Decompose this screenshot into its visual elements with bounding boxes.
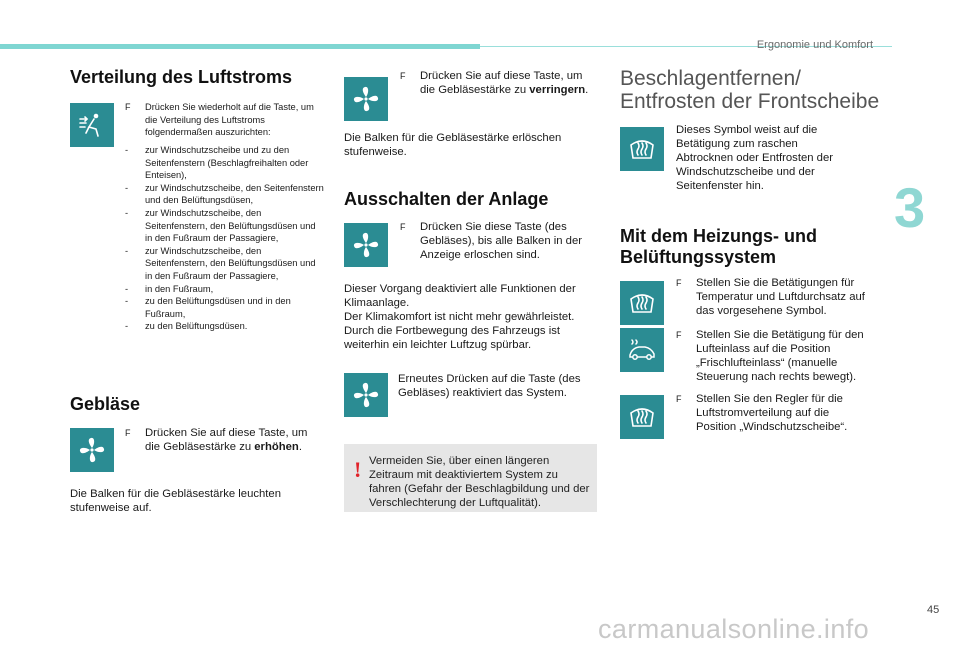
air-distribution-icon [70,103,114,147]
blower-increase-step [125,426,325,454]
windshield-defrost-icon [620,395,664,439]
chapter-number: 3 [894,176,926,239]
heading-heating: Mit dem Heizungs- und Belüftungssystem [620,226,817,267]
blower-decrease-text: Drücken Sie auf diese Taste, um die Gebläsestärke zu [420,70,583,96]
fresh-air-intake-icon [620,328,664,372]
step-marker: F [125,102,131,112]
blower-increase-text: Drücken Sie auf diese Taste, um die Gebläsestärke zu [145,427,308,453]
shutdown-step-text: Drücken Sie diese Taste (des Gebläses), bis alle Balken in der Anzeige erloschen sind. [420,221,583,261]
blower-decrease-bold: verringern [529,84,586,96]
shutdown-step [400,220,595,262]
heading-shutdown: Ausschalten der Anlage [344,189,549,209]
step-marker: F [400,222,406,232]
step-marker: F [676,278,682,288]
blower-increase-end: . [298,441,302,453]
warning-icon: ! [354,457,362,482]
shutdown-line: Dieser Vorgang deaktiviert alle Funktionen der Klimaanlage. [344,283,576,309]
warning-box [344,444,597,512]
list-item: - zu den Belüftungsdüsen und in den Fußraum, [125,295,325,320]
list-item: - zu den Belüftungsdüsen. [125,320,325,333]
distribution-instruction [125,101,325,139]
list-item: - zur Windschutzscheibe, den Seitenfenstern, den Belüftungsdüsen und in den Fußraum der Passagiere, [125,245,325,283]
shutdown-paragraph [344,282,596,352]
shutdown-line: Der Klimakomfort ist nicht mehr gewährleistet. [344,311,575,323]
top-accent-bar [0,44,480,49]
fan-icon [70,428,114,472]
windshield-defrost-icon [620,281,664,325]
step-marker: F [125,428,131,438]
heading-defrost: Beschlagentfernen/ Entfrosten der Frontscheibe [620,67,880,113]
header-title: Ergonomie und Komfort [756,39,873,51]
step-marker: F [676,394,682,404]
heating-step-3 [676,392,871,434]
shutdown-line: Durch die Fortbewegung des Fahrzeugs ist weiterhin ein leichter Luftzug spürbar. [344,325,561,351]
list-item: - zur Windschutzscheibe, den Seitenfenstern und den Belüftungsdüsen, [125,182,325,207]
warning-text: Vermeiden Sie, über einen längeren Zeitraum mit deaktiviertem System zu fahren (Gefahr der Beschlagbildung und der Verschlechterung der Luftqualität). [369,455,590,509]
list-item: - in den Fußraum, [125,283,325,296]
watermark-text: carmanualsonline.info [598,614,870,644]
blower-decrease-step [400,69,595,97]
defrost-description: Dieses Symbol weist auf die Betätigung zum raschen Abtrocknen oder Entfrosten der Windschutzscheibe und der Seitenfenster hin. [676,124,833,192]
heating-step-1 [676,276,871,318]
fan-icon [344,373,388,417]
step-marker: F [400,71,406,81]
step-marker: F [676,330,682,340]
heading-blower: Gebläse [70,394,141,414]
heating-step-text: Stellen Sie die Betätigungen für Temperatur und Luftdurchsatz auf das vorgesehene Symbol. [696,277,865,317]
reactivate-text: Erneutes Drücken auf die Taste (des Gebläses) reaktiviert das System. [398,373,581,399]
heating-step-text: Stellen Sie den Regler für die Luftstromverteilung auf die Position „Windschutzscheibe“. [696,393,848,433]
heading-distribution: Verteilung des Luftstroms [70,67,293,87]
fan-icon [344,77,388,121]
list-item: - zur Windschutzscheibe und zu den Seitenfenstern (Beschlagfreihalten oder Enteisen), [125,144,325,182]
windshield-defrost-icon [620,127,664,171]
distribution-intro: Drücken Sie wiederholt auf die Taste, um die Verteilung des Luftstroms folgendermaßen auszurichten: [145,102,314,138]
distribution-options-list [125,144,325,333]
list-item: - zur Windschutzscheibe, den Seitenfenstern, den Belüftungsdüsen und in den Fußraum der Passagiere, [125,207,325,245]
blower-decrease-note: Die Balken für die Gebläsestärke erlöschen stufenweise. [344,132,562,158]
fan-icon [344,223,388,267]
heating-step-text: Stellen Sie die Betätigung für den Lufteinlass auf die Position „Frischlufteinlass“ (manuelle Steuerung nach rechts bewegt). [696,329,864,383]
heating-step-2 [676,328,871,384]
blower-increase-note: Die Balken für die Gebläsestärke leuchten stufenweise auf. [70,488,281,514]
page-number: 45 [927,604,940,616]
blower-decrease-end: . [585,84,589,96]
blower-increase-bold: erhöhen [254,441,299,453]
